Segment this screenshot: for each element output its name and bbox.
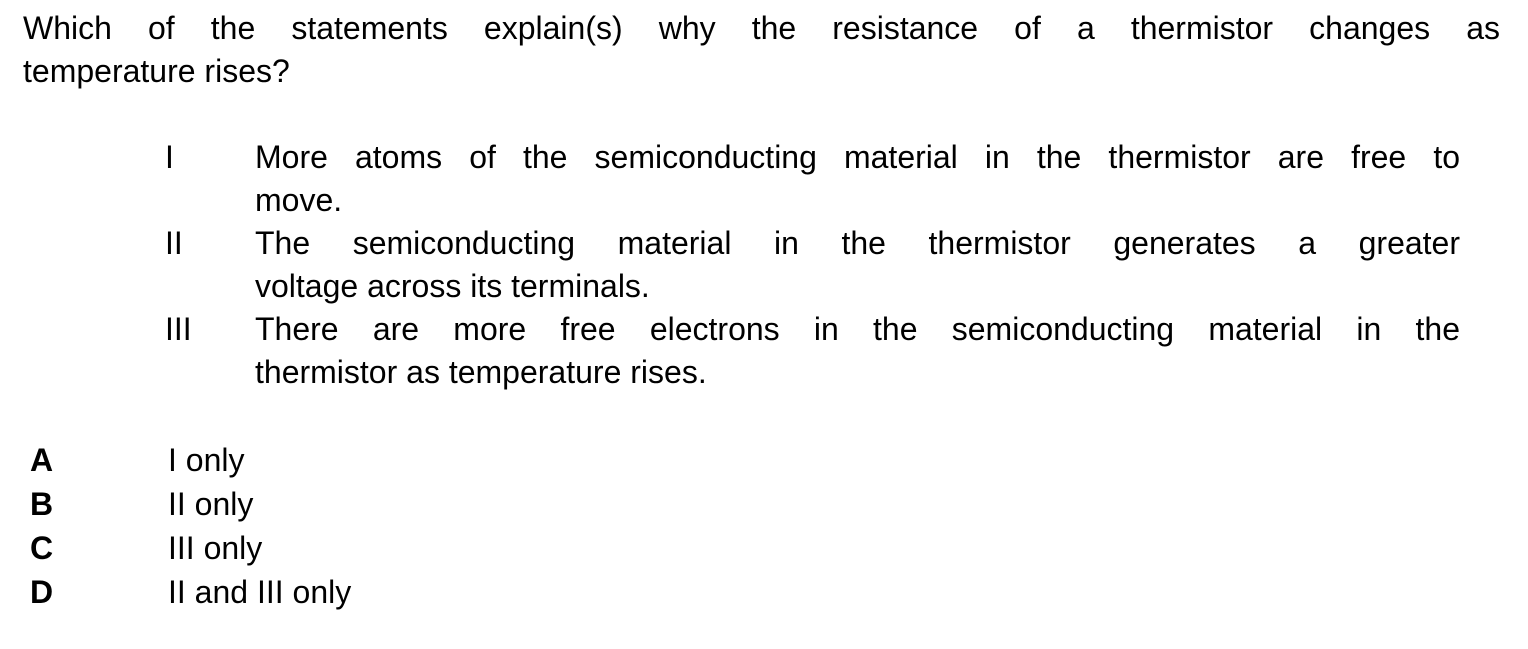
answer-option-a xyxy=(30,438,1528,482)
option-text: II only xyxy=(168,486,254,522)
statements-list xyxy=(165,136,1528,394)
answer-option-b xyxy=(30,482,1528,526)
question-line: Which of the statements explain(s) why the resistance of a thermistor changes as xyxy=(23,10,1500,46)
option-letter: A xyxy=(30,442,54,478)
statement-line: More atoms of the semiconducting material in the thermistor are free to xyxy=(255,139,1460,175)
statement-line: thermistor as temperature rises. xyxy=(255,354,707,390)
option-text: I only xyxy=(168,442,245,478)
question-line: temperature rises? xyxy=(23,53,290,89)
statement-item-2 xyxy=(165,222,1528,308)
question-page xyxy=(0,7,1528,614)
statement-line: move. xyxy=(255,182,343,218)
option-text: II and III only xyxy=(168,574,352,610)
statement-line: There are more free electrons in the semiconducting material in the xyxy=(255,311,1460,347)
question-text xyxy=(23,7,1500,93)
option-text: III only xyxy=(168,530,263,566)
statement-item-3 xyxy=(165,308,1528,394)
statement-line: voltage across its terminals. xyxy=(255,268,650,304)
statement-numeral: III xyxy=(165,311,192,347)
statement-text xyxy=(255,222,1460,308)
statement-numeral: II xyxy=(165,225,183,261)
answer-option-c xyxy=(30,526,1528,570)
option-letter: B xyxy=(30,486,54,522)
option-letter: C xyxy=(30,530,54,566)
answer-options xyxy=(30,438,1528,614)
statement-numeral: I xyxy=(165,139,174,175)
statement-text xyxy=(255,308,1460,394)
answer-option-d xyxy=(30,570,1528,614)
statement-line: The semiconducting material in the thermistor generates a greater xyxy=(255,225,1460,261)
statement-text xyxy=(255,136,1460,222)
option-letter: D xyxy=(30,574,54,610)
statement-item-1 xyxy=(165,136,1528,222)
